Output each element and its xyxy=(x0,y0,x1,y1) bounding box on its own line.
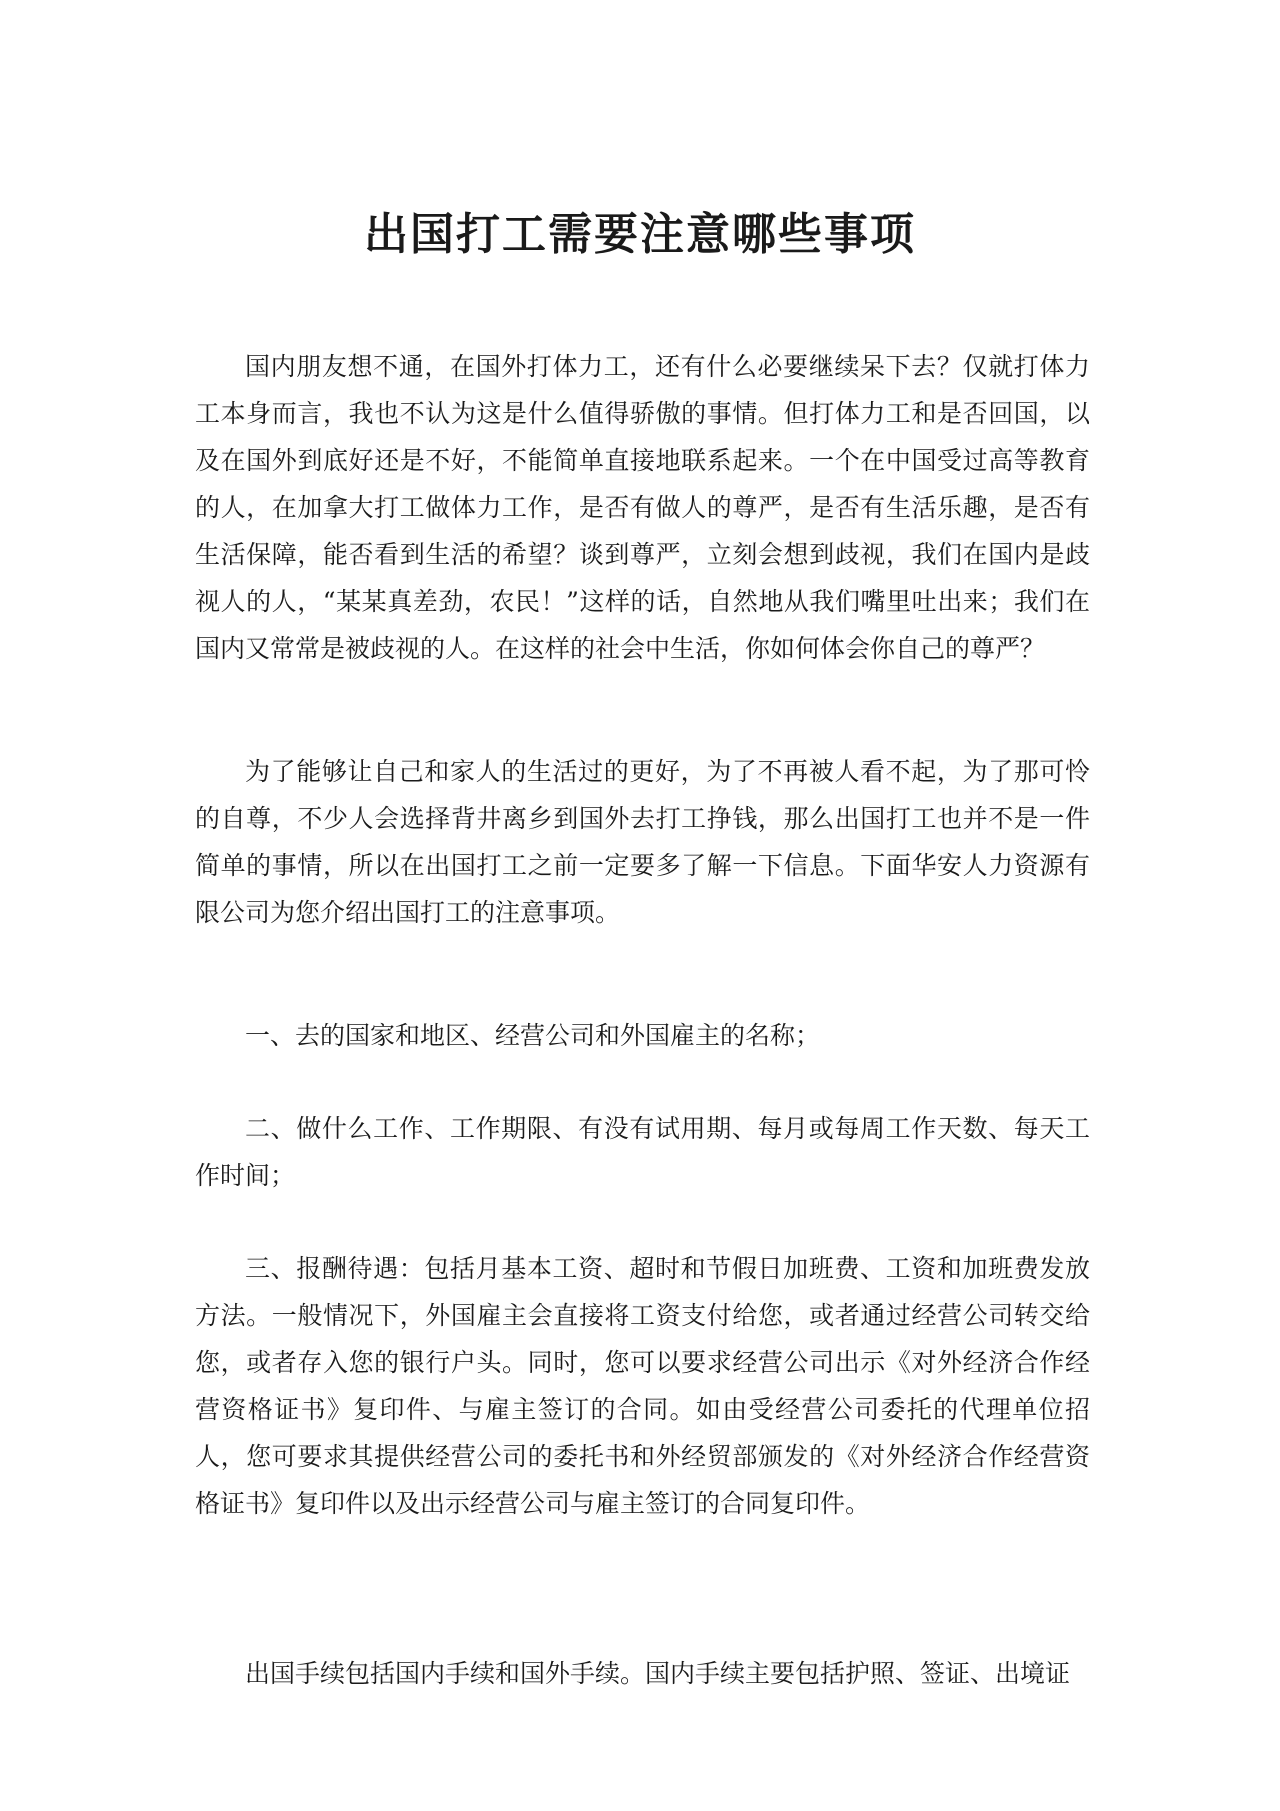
list-item-2: 二、做什么工作、工作期限、有没有试用期、每月或每周工作天数、每天工作时间； xyxy=(195,1114,1090,1190)
paragraph-purpose: 为了能够让自己和家人的生活过的更好，为了不再被人看不起，为了那可怜的自尊，不少人会选择背井离乡到国外去打工挣钱，那么出国打工也并不是一件简单的事情，所以在出国打工之前一定要多了解一下信息。下面华安人力资源有限公司为您介绍出国打工的注意事项。 xyxy=(195,757,1090,927)
document-title: 出国打工需要注意哪些事项 xyxy=(364,209,916,260)
paragraph-procedures: 出国手续包括国内手续和国外手续。国内手续主要包括护照、签证、出境证 xyxy=(245,1659,1071,1688)
paragraph-intro: 国内朋友想不通，在国外打体力工，还有什么必要继续呆下去？仅就打体力工本身而言，我也不认为这是什么值得骄傲的事情。但打体力工和是否回国，以及在国外到底好还是不好，不能简单直接地联系起来。一个在中国受过高等教育的人，在加拿大打工做体力工作，是否有做人的尊严，是否有生活乐趣，是否有生活保障，能否看到生活的希望？谈到尊严，立刻会想到歧视，我们在国内是歧视人的人，“某某真差劲，农民！”这样的话，自然地从我们嘴里吐出来；我们在国内又常常是被歧视的人。在这样的社会中生活，你如何体会你自己的尊严？ xyxy=(195,352,1090,663)
list-item-3: 三、报酬待遇：包括月基本工资、超时和节假日加班费、工资和加班费发放方法。一般情况下，外国雇主会直接将工资支付给您，或者通过经营公司转交给您，或者存入您的银行户头。同时，您可以要求经营公司出示《对外经济合作经营资格证书》复印件、与雇主签订的合同。如由受经营公司委托的代理单位招人，您可要求其提供经营公司的委托书和外经贸部颁发的《对外经济合作经营资格证书》复印件以及出示经营公司与雇主签订的合同复印件。 xyxy=(195,1254,1090,1518)
list-item-1: 一、去的国家和地区、经营公司和外国雇主的名称； xyxy=(245,1021,821,1050)
